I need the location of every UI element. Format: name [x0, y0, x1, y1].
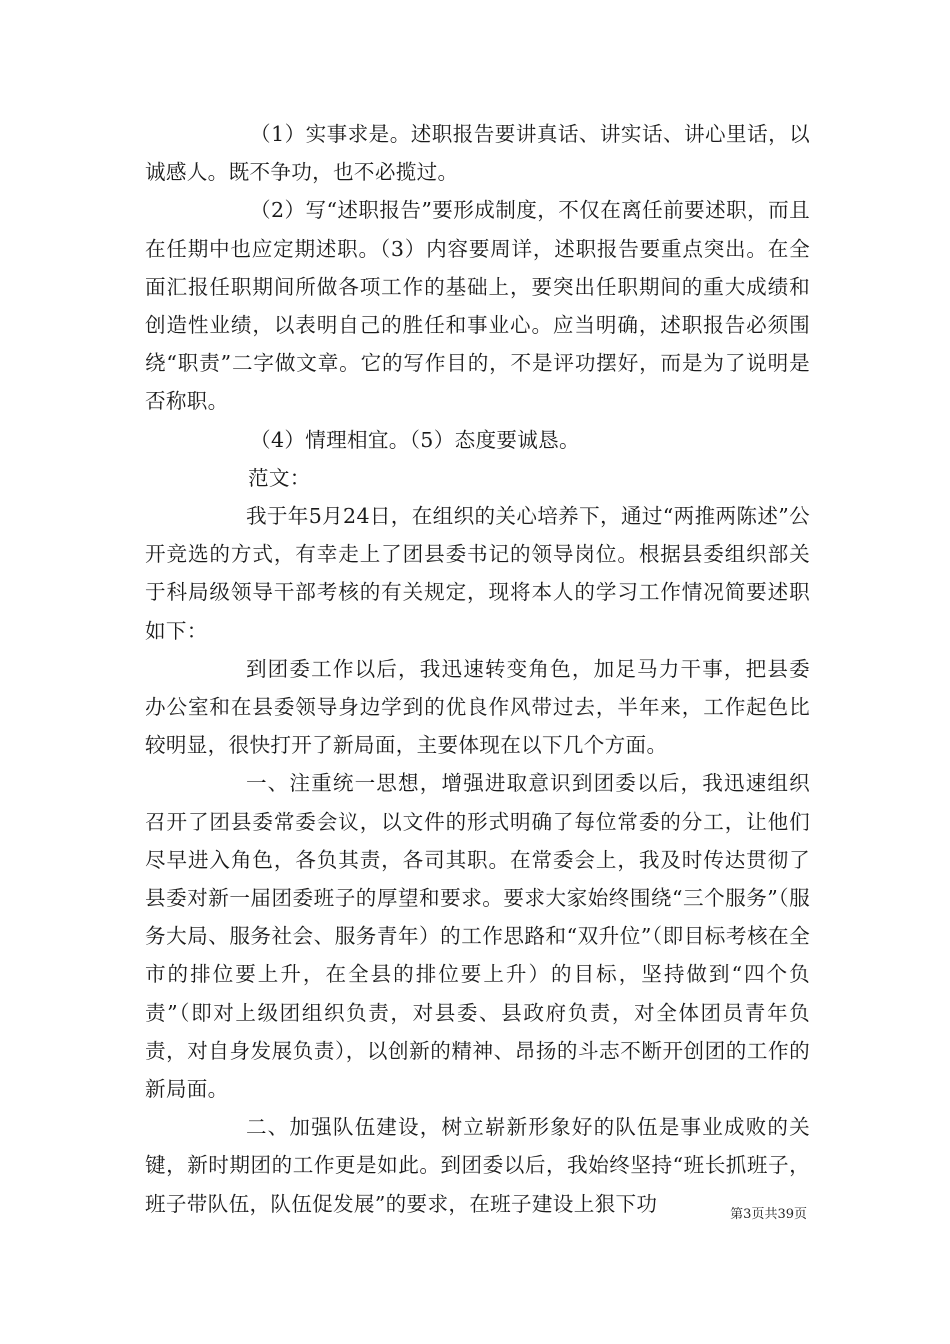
- page-number-footer: 第3页共39页: [730, 1207, 807, 1222]
- paragraph-sample-overview: 到团委工作以后，我迅速转变角色，加足马力干事，把县委办公室和在县委领导身边学到的优良作风带过去，半年来，工作起色比较明显，很快打开了新局面，主要体现在以下几个方面。: [145, 656, 810, 758]
- document-body: [145, 115, 810, 1223]
- paragraph-section-one: 一、注重统一思想，增强进取意识到团委以后，我迅速组织召开了团县委常委会议，以文件的形式明确了每位常委的分工，让他们尽早进入角色，各负其责，各司其职。在常委会上，我及时传达贯彻了县委对新一届团委班子的厚望和要求。要求大家始终围绕“三个服务”（服务大局、服务社会、服务青年）的工作思路和“双升位”（即目标考核在全市的排位要上升，在全县的排位要上升）的目标，坚持做到“四个负责”（即对上级团组织负责，对县委、县政府负责，对全体团员青年负责，对自身发展负责），以创新的精神、昂扬的斗志不断开创团的工作的新局面。: [145, 771, 810, 1102]
- paragraph-sample-label: 范文：: [248, 465, 311, 490]
- paragraph-sample-intro: 我于年5月24日，在组织的关心培养下，通过“两推两陈述”公开竞选的方式，有幸走上了团县委书记的领导岗位。根据县委组织部关于科局级领导干部考核的有关规定，现将本人的学习工作情况简要述职如下：: [145, 504, 810, 643]
- paragraph-section-two: 二、加强队伍建设，树立崭新形象好的队伍是事业成败的关键，新时期团的工作更是如此。到团委以后，我始终坚持“班长抓班子，班子带队伍，队伍促发展”的要求，在班子建设上狠下功: [145, 1115, 810, 1216]
- paragraph-principle-4-5: （4）情理相宜。（5）态度要诚恳。: [250, 427, 580, 452]
- paragraph-principle-1: （1）实事求是。述职报告要讲真话、讲实话、讲心里话，以诚感人。既不争功，也不必揽过。: [145, 122, 810, 185]
- paragraph-principle-2-3: （2）写“述职报告”要形成制度，不仅在离任前要述职，而且在任期中也应定期述职。（3）内容要周详，述职报告要重点突出。在全面汇报任职期间所做各项工作的基础上，要突出任职期间的重大成绩和创造性业绩，以表明自己的胜任和事业心。应当明确，述职报告必须围绕“职责”二字做文章。它的写作目的，不是评功摆好，而是为了说明是否称职。: [145, 198, 810, 414]
